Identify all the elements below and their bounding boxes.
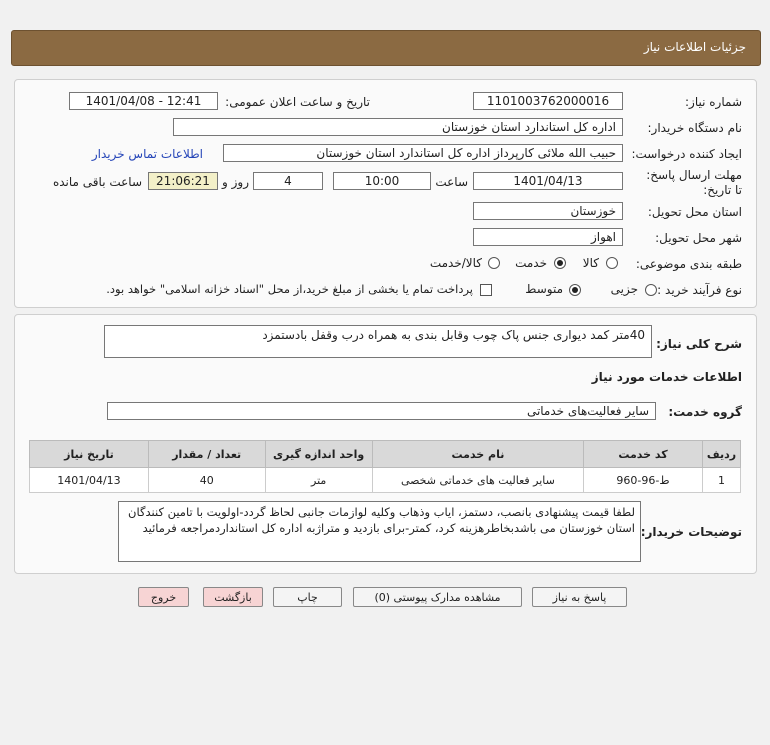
print-button[interactable]: چاپ (273, 587, 342, 607)
col-date: تاریخ نیاز (30, 441, 149, 468)
requester-field: حبیب الله ملائی کارپرداز اداره کل استاندارد استان خوزستان (223, 144, 623, 162)
process-medium-radio[interactable] (569, 284, 581, 296)
delivery-city-field: اهواز (473, 228, 623, 246)
process-minor-radio[interactable] (645, 284, 657, 296)
page-title: جزئیات اطلاعات نیاز (643, 40, 746, 54)
announce-datetime-field: 1401/04/08 - 12:41 (69, 92, 218, 110)
page-header (11, 30, 761, 66)
days-label: روز و (222, 175, 249, 189)
table-row (30, 468, 741, 493)
category-service-radio[interactable] (554, 257, 566, 269)
services-section-title: اطلاعات خدمات مورد نیاز (591, 370, 742, 384)
col-qty: تعداد / مقدار (148, 441, 265, 468)
summary-label: شرح کلی نیاز: (656, 337, 742, 351)
delivery-province-field: خوزستان (473, 202, 623, 220)
announce-datetime-label: تاریخ و ساعت اعلان عمومی: (225, 95, 370, 109)
cell-name: سایر فعالیت های خدماتی شخصی (372, 468, 583, 493)
category-label: طبقه بندی موضوعی: (635, 257, 742, 271)
services-table (29, 440, 741, 493)
exit-button[interactable]: خروج (138, 587, 189, 607)
cell-row: 1 (702, 468, 740, 493)
buyer-org-label: نام دستگاه خریدار: (647, 121, 742, 135)
service-group-label: گروه خدمت: (668, 405, 742, 419)
category-goods-service-radio[interactable] (488, 257, 500, 269)
deadline-time-label: ساعت (435, 175, 468, 189)
treasury-payment-checkbox[interactable] (480, 284, 492, 296)
need-number-field: 1101003762000016 (473, 92, 623, 110)
back-button[interactable]: بازگشت (203, 587, 263, 607)
days-remaining-field: 4 (253, 172, 323, 190)
attachments-button[interactable]: مشاهده مدارک پیوستی (0) (353, 587, 522, 607)
buyer-notes-field: لطفا قیمت پیشنهادی بانصب، دستمز، ایاب وذهاب وکلیه لوازمات جانبی لحاظ گردد-اولویت با تامین کنندگان استان خوزستان می باشدبخاطرهزینه کرد، کمتر-برای بازدید و متراژبه اداره کل استانداردمراجعه فرمائید (118, 501, 641, 562)
process-type-label: نوع فرآیند خرید : (657, 283, 742, 297)
buyer-contact-link[interactable]: اطلاعات تماس خریدار (91, 147, 203, 161)
category-goods-radio[interactable] (606, 257, 618, 269)
cell-code: ط-96-960 (584, 468, 703, 493)
time-remaining-field: 21:06:21 (148, 172, 218, 190)
category-goods-service-label: کالا/خدمت (429, 256, 482, 270)
treasury-payment-note: پرداخت تمام یا بخشی از مبلغ خرید،از محل "اسناد خزانه اسلامی" خواهد بود. (106, 282, 473, 296)
buyer-notes-label: توضیحات خریدار: (640, 525, 742, 539)
category-goods-label: کالا (582, 256, 599, 270)
col-row: ردیف (702, 441, 740, 468)
reply-button[interactable]: پاسخ به نیاز (532, 587, 627, 607)
delivery-province-label: استان محل تحویل: (647, 205, 742, 219)
need-number-label: شماره نیاز: (685, 95, 742, 109)
cell-date: 1401/04/13 (30, 468, 149, 493)
time-remaining-label: ساعت باقی مانده (52, 175, 142, 189)
summary-field: 40متر کمد دیواری جنس پاک چوب وقابل بندی به همراه درب وقفل بادستمزد (104, 325, 652, 358)
col-code: کد خدمت (584, 441, 703, 468)
requester-label: ایجاد کننده درخواست: (631, 147, 742, 161)
table-header-row (30, 441, 741, 468)
delivery-city-label: شهر محل تحویل: (655, 231, 742, 245)
deadline-label: مهلت ارسال پاسخ: تا تاریخ: (646, 168, 742, 197)
deadline-time-field: 10:00 (333, 172, 431, 190)
col-unit: واحد اندازه گیری (265, 441, 372, 468)
col-name: نام خدمت (372, 441, 583, 468)
process-minor-label: جزیی (610, 282, 638, 296)
cell-qty: 40 (148, 468, 265, 493)
category-service-label: خدمت (515, 256, 547, 270)
deadline-date-field: 1401/04/13 (473, 172, 623, 190)
process-medium-label: متوسط (525, 282, 563, 296)
buyer-org-field: اداره کل استاندارد استان خوزستان (173, 118, 623, 136)
service-group-field: سایر فعالیت‌های خدماتی (107, 402, 656, 420)
cell-unit: متر (265, 468, 372, 493)
